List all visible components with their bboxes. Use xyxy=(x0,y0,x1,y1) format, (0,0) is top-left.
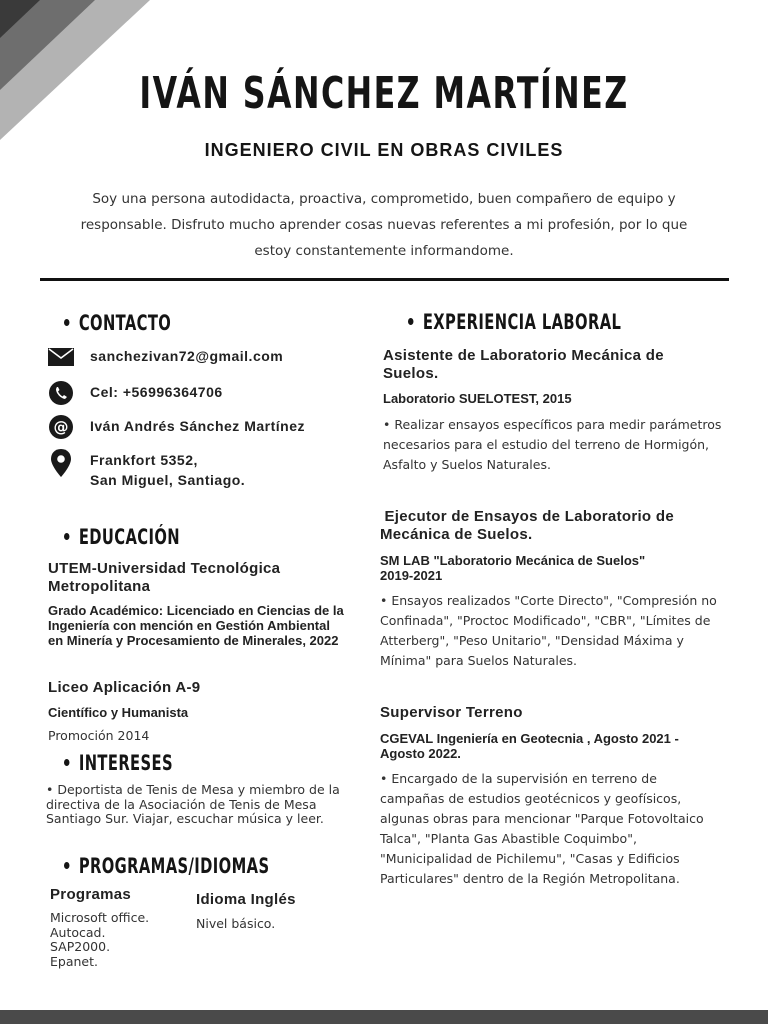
bullet-icon xyxy=(64,533,69,540)
bullet-icon xyxy=(408,318,413,325)
language-level: Nivel básico. xyxy=(196,916,276,931)
job-description-1: • Realizar ensayos específicos para medir parámetros necesarios para el estudio del terreno de Hormigón, Asfalto y Suelos Naturales. xyxy=(383,417,722,472)
education-promotion-2: Promoción 2014 xyxy=(48,728,150,743)
envelope-icon xyxy=(48,344,74,370)
experience-section-title: EXPERIENCIA LABORAL xyxy=(408,309,681,335)
language-heading: Idioma Inglés xyxy=(196,891,296,908)
job-company-2: SM LAB "Laboratorio Mecánica de Suelos" 2019-2021 xyxy=(380,553,646,583)
programs-list xyxy=(50,911,149,969)
footer-bar xyxy=(0,1010,768,1024)
job-company-1: Laboratorio SUELOTEST, 2015 xyxy=(383,391,572,406)
contact-email[interactable]: sanchezivan72@gmail.com xyxy=(90,348,284,364)
profile-summary: Soy una persona autodidacta, proactiva, comprometido, buen compañero de equipo y responsable. Disfruto mucho aprender cosas nuevas referentes a mi profesión, por lo que estoy constantemente informandome. xyxy=(80,191,688,259)
education-degree-2: Científico y Humanista xyxy=(48,705,189,720)
education-school-1: UTEM-Universidad Tecnológica Metropolitana xyxy=(48,560,281,595)
person-name: IVÁN SÁNCHEZ MARTÍNEZ xyxy=(139,68,629,119)
contact-phone-row xyxy=(48,380,223,406)
job-role: INGENIERO CIVIL EN OBRAS CIVILES xyxy=(204,140,564,160)
header-divider xyxy=(40,278,729,281)
svg-text:@: @ xyxy=(53,418,69,436)
bullet-icon xyxy=(64,862,69,869)
interests-text: • Deportista de Tenis de Mesa y miembro de la directiva de la Asociación de Tenis de Mesa Santiago Sur. Viajar, escuchar música y leer. xyxy=(46,782,340,826)
interests-section-title: INTERESES xyxy=(64,750,204,776)
at-sign-icon xyxy=(48,414,74,440)
education-degree-1: Grado Académico: Licenciado en Ciencias de la Ingeniería con mención en Gestión Ambiental en Minería y Procesamiento de Minerales, 2022 xyxy=(48,603,344,648)
contact-email-row xyxy=(48,344,283,370)
list-item: Autocad. xyxy=(50,924,106,940)
programs-section-title: PROGRAMAS/IDIOMAS xyxy=(64,853,327,879)
job-description-2: • Ensayos realizados "Corte Directo", "Compresión no Confinada", "Proctoc Modificado", "CBR", "Límites de Atterberg", "Peso Unitario", "Densidad Máxima y Mínima" para Suelos Naturales. xyxy=(380,593,717,668)
contact-name-row xyxy=(48,414,305,440)
bullet-icon xyxy=(64,759,69,766)
location-pin-icon xyxy=(48,450,74,476)
list-item: Microsoft office. xyxy=(50,910,150,925)
job-title-3: Supervisor Terreno xyxy=(380,704,523,721)
education-section-title: EDUCACIÓN xyxy=(64,524,213,550)
job-company-3: CGEVAL Ingeniería en Geotecnia , Agosto 2021 - Agosto 2022. xyxy=(380,731,679,761)
education-school-2: Liceo Aplicación A-9 xyxy=(48,679,201,696)
programs-heading: Programas xyxy=(50,886,132,903)
list-item: SAP2000. xyxy=(50,939,111,954)
contact-address-row xyxy=(48,450,245,490)
contact-section-title: CONTACTO xyxy=(64,310,201,336)
bullet-icon xyxy=(64,319,69,326)
phone-icon xyxy=(48,380,74,406)
list-item: Epanet. xyxy=(50,953,98,969)
job-description-3: • Encargado de la supervisión en terreno de campañas de estudios geotécnicos y geofísicos, algunas obras para mencionar "Parque Fotovoltaico Talca", "Planta Gas Abastible Coquimbo", "Municipalidad de Pichilemu", "Casas y Edificios Particulares" dentro de la Región Metropolitana. xyxy=(380,771,704,886)
contact-full-name: Iván Andrés Sánchez Martínez xyxy=(90,418,305,434)
contact-address: Frankfort 5352, San Miguel, Santiago. xyxy=(90,452,246,488)
job-title-2: Ejecutor de Ensayos de Laboratorio de Mecánica de Suelos. xyxy=(380,508,679,543)
contact-phone: Cel: +56996364706 xyxy=(90,384,223,400)
job-title-1: Asistente de Laboratorio Mecánica de Suelos. xyxy=(383,347,664,382)
